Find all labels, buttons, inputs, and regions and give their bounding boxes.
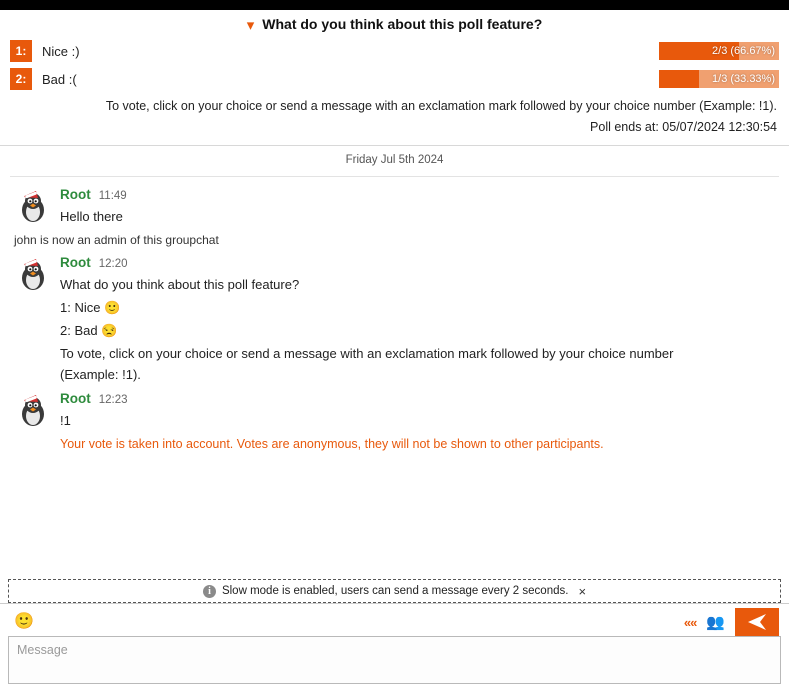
participants-icon[interactable]: 👥 <box>706 613 725 631</box>
message-header <box>60 391 779 408</box>
message-body <box>60 391 779 454</box>
message-author[interactable]: Root <box>60 391 91 407</box>
poll-option-1[interactable] <box>10 40 779 62</box>
message-input[interactable] <box>8 636 781 684</box>
poll-title: What do you think about this poll feature? <box>262 16 543 32</box>
poll-option-1-number[interactable]: 1: <box>10 40 32 62</box>
vote-confirmation-note: Your vote is taken into account. Votes are anonymous, they will not be shown to other participants. <box>60 436 604 451</box>
composer-toolbar <box>8 608 781 636</box>
poll-banner <box>0 10 789 146</box>
poll-option-2-bar-fill <box>659 70 699 88</box>
date-separator: Friday Jul 5th 2024 <box>10 146 779 177</box>
message-list[interactable] <box>0 146 789 579</box>
message-body <box>60 255 779 385</box>
close-icon[interactable]: × <box>578 583 587 599</box>
send-icon <box>747 613 767 631</box>
message-item <box>10 183 779 229</box>
avatar[interactable] <box>16 257 50 291</box>
poll-header <box>10 16 779 32</box>
message-item <box>10 387 779 456</box>
poll-option-2[interactable] <box>10 68 779 90</box>
message-time: 11:49 <box>98 190 127 203</box>
poll-option-2-number[interactable]: 2: <box>10 68 32 90</box>
message-text: 1: Nice 🙂 <box>60 299 121 315</box>
composer-toolbar-right <box>684 608 781 636</box>
avatar[interactable] <box>16 393 50 427</box>
collapse-sidebar-icon[interactable]: «« <box>683 614 697 630</box>
info-icon: i <box>203 585 216 598</box>
message-text: 2: Bad 😒 <box>60 322 118 338</box>
chevron-down-icon[interactable]: ▾ <box>246 16 255 34</box>
system-notice: john is now an admin of this groupchat <box>14 233 219 248</box>
message-body <box>60 187 779 227</box>
slow-mode-text: Slow mode is enabled, users can send a message every 2 seconds. <box>221 585 569 597</box>
message-composer <box>0 603 789 695</box>
poll-option-2-result: 1/3 (33.33%) <box>712 73 775 85</box>
message-header <box>60 255 779 272</box>
message-text: !1 <box>60 412 71 428</box>
poll-option-2-label[interactable]: Bad :( <box>42 71 77 87</box>
message-text: What do you think about this poll feature? <box>60 276 300 292</box>
message-time: 12:20 <box>98 258 128 271</box>
poll-option-1-label[interactable]: Nice :) <box>42 43 80 59</box>
poll-option-2-bar <box>659 70 779 88</box>
message-time: 12:23 <box>98 394 128 407</box>
poll-option-1-bar <box>659 42 779 60</box>
message-header <box>60 187 779 204</box>
message-author[interactable]: Root <box>60 187 91 203</box>
slow-mode-notice <box>8 579 781 603</box>
message-text: Hello there <box>60 209 123 225</box>
composer-toolbar-left <box>8 614 34 630</box>
send-button[interactable] <box>735 608 779 636</box>
emoji-picker-icon[interactable]: 🙂 <box>14 613 34 630</box>
message-text: To vote, click on your choice or send a message with an exclamation mark followed by your choice number (Example: !1). <box>60 346 674 383</box>
message-item <box>10 251 779 387</box>
poll-option-1-result: 2/3 (66.67%) <box>712 45 775 57</box>
poll-instructions-line-2: Poll ends at: 05/07/2024 12:30:54 <box>590 119 777 134</box>
avatar[interactable] <box>16 189 50 223</box>
poll-instructions-line-1: To vote, click on your choice or send a message with an exclamation mark followed by your choice number (Example: !1). <box>105 99 777 113</box>
message-author[interactable]: Root <box>60 255 91 271</box>
top-black-bar <box>0 0 789 10</box>
